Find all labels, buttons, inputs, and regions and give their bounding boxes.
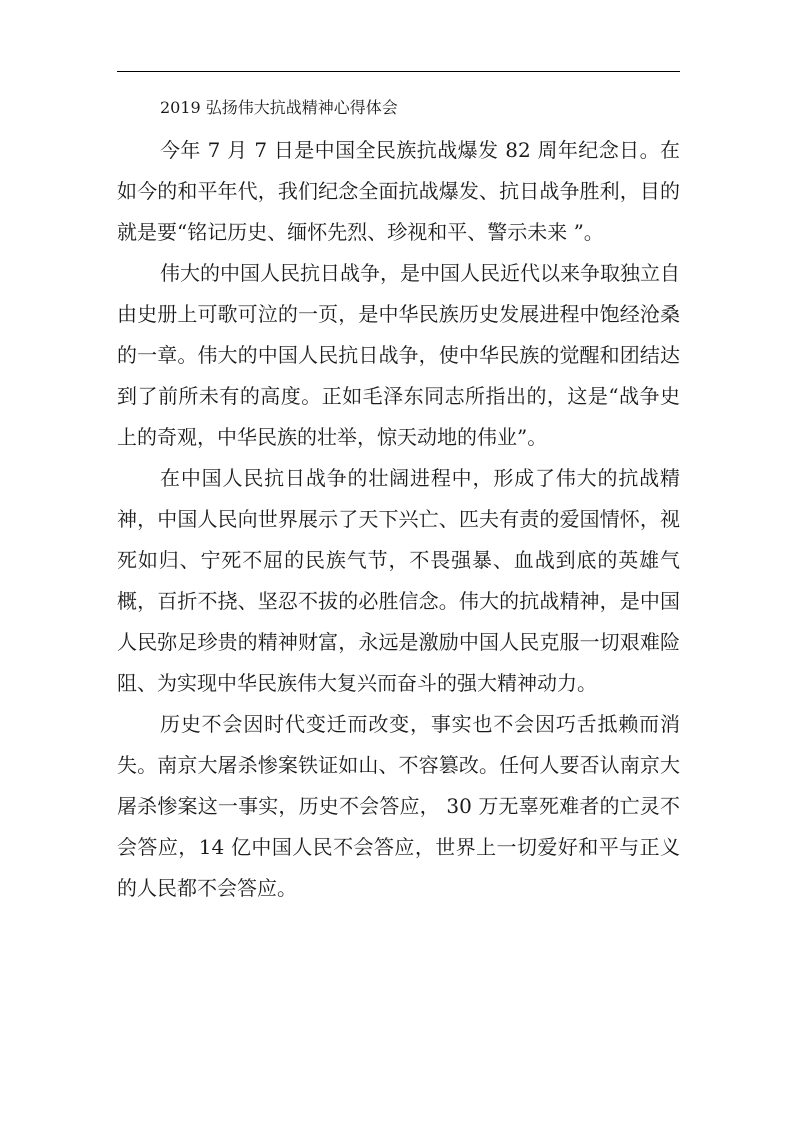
paragraph-3: 在中国人民抗日战争的壮阔进程中，形成了伟大的抗战精神，中国人民向世界展示了天下兴亡、匹夫有责的爱国情怀，视死如归、宁死不屈的民族气节，不畏强暴、血战到底的英雄气概，百折不挠、坚忍不拔的必胜信念。伟大的抗战精神，是中国人民弥足珍贵的精神财富，永远是激励中国人民克服一切艰难险阻、为实现中华民族伟大复兴而奋斗的强大精神动力。	[117, 466, 680, 695]
paragraph-4: 历史不会因时代变迁而改变，事实也不会因巧舌抵赖而消失。南京大屠杀惨案铁证如山、不容篡改。任何人要否认南京大屠杀惨案这一事实，历史不会答应， 30 万无辜死难者的亡灵不会答应，14 亿中国人民不会答应，世界上一切爱好和平与正义的人民都不会答应。	[117, 712, 680, 900]
paragraph-2: 伟大的中国人民抗日战争，是中国人民近代以来争取独立自由史册上可歌可泣的一页，是中华民族历史发展进程中饱经沧桑的一章。伟大的中国人民抗日战争，使中华民族的觉醒和团结达到了前所未有的高度。正如毛泽东同志所指出的，这是“战争史上的奇观，中华民族的壮举，惊天动地的伟业”。	[117, 261, 680, 449]
document-title: 2019 弘扬伟大抗战精神心得体会	[160, 98, 398, 117]
document-body	[117, 94, 680, 909]
header-rule	[117, 71, 680, 72]
paragraph-1: 今年 7 月 7 日是中国全民族抗战爆发 82 周年纪念日。在如今的和平年代，我们纪念全面抗战爆发、抗日战争胜利，目的就是要“铭记历史、缅怀先烈、珍视和平、警示未来 ”。	[117, 138, 680, 244]
